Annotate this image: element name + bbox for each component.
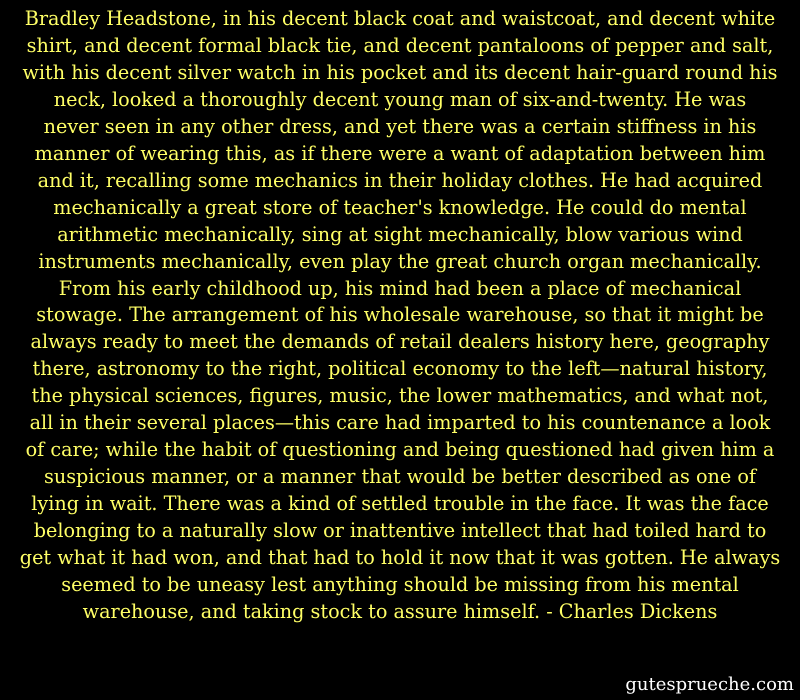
quote-line: never seen in any other dress, and yet there was a certain stiffness in his: [43, 114, 757, 138]
quote-line: of care; while the habit of questioning and being questioned had given him a: [25, 438, 775, 462]
quote-line: Bradley Headstone, in his decent black coat and waistcoat, and decent white: [24, 7, 776, 30]
quote-line: get what it had won, and that had to hold it now that it was gotten. He always: [19, 546, 781, 570]
quote-line: the physical sciences, figures, music, the lower mathematics, and what not,: [31, 384, 769, 408]
quote-line: all in their several places—this care had imparted to his countenance a look: [29, 411, 771, 435]
quote-line: shirt, and decent formal black tie, and decent pantaloons of pepper and salt,: [26, 33, 774, 57]
quote-line: suspicious manner, or a manner that would be better described as one of: [44, 465, 756, 489]
quote-line: lying in wait. There was a kind of settled trouble in the face. It was the face: [31, 492, 769, 516]
quote-line: always ready to meet the demands of retail dealers history here, geography: [30, 330, 770, 354]
quote-line: seemed to be uneasy lest anything should be missing from his mental: [61, 573, 739, 597]
quote-line: mechanically a great store of teacher's knowledge. He could do mental: [53, 195, 747, 219]
quote-line: warehouse, and taking stock to assure himself. - Charles Dickens: [82, 599, 718, 623]
website-watermark: gutesprueche.com: [625, 674, 794, 695]
quote-line: belonging to a naturally slow or inattentive intellect that had toiled hard to: [33, 519, 767, 543]
quote-line: arithmetic mechanically, sing at sight mechanically, blow various wind: [57, 222, 743, 246]
quote-line: manner of wearing this, as if there were a want of adaptation between him: [34, 141, 766, 165]
quote-line: instruments mechanically, even play the great church organ mechanically.: [38, 249, 762, 273]
quote-line: stowage. The arrangement of his wholesale warehouse, so that it might be: [36, 303, 764, 327]
quote-line: with his decent silver watch in his pocket and its decent hair-guard round his: [22, 60, 778, 84]
quote-line: there, astronomy to the right, political economy to the left—natural history,: [32, 357, 768, 381]
quote-line: neck, looked a thoroughly decent young man of six-and-twenty. He was: [53, 87, 747, 111]
quote-line: and it, recalling some mechanics in their holiday clothes. He had acquired: [37, 168, 763, 192]
quote-text-block: [0, 6, 800, 626]
quote-line: From his early childhood up, his mind had been a place of mechanical: [58, 276, 742, 300]
